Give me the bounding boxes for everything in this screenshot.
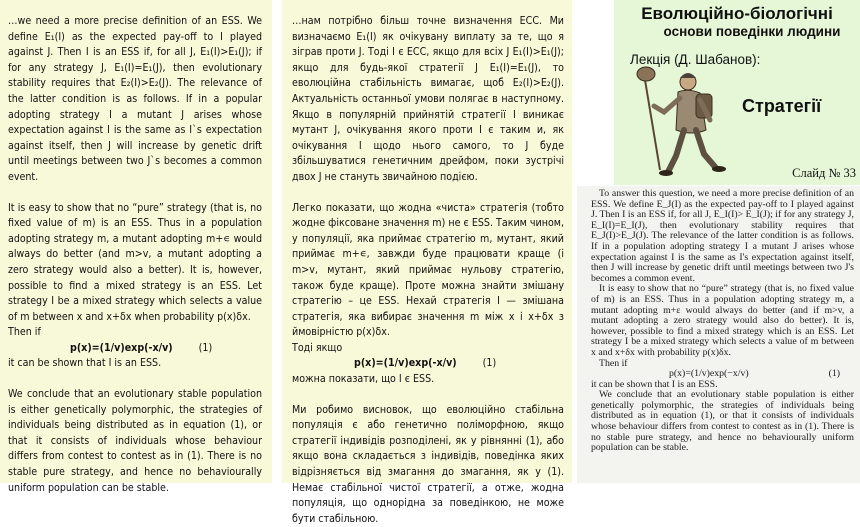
english-paragraph-conclusion: We conclude that an evolutionary stable population is either genetically polymorphic, the strategies of individuals being distributed as in equation (1), or that it consists of individuals whose behaviour differs from contest to contest as in (1). There is no stable pure strategy, and hence no behaviourally uniform population can be stable.	[8, 388, 262, 494]
ukrainian-then-if: Тоді якщо	[292, 341, 343, 354]
ukrainian-paragraph-definition: …нам потрібно більш точне визначення ЕСС. Ми визначаємо E₁(I) як очікувану виплату за те, що я зіграв проти J. Тоді I є ЕСС, якщо для всіх J E₁(I)>E₁(J); якщо для будь-якої стратегії J E₁(I)=E₁(J), то еволюційна стабільність вимагає, щоб E₂(I)>E₂(J). Актуальність останньої умови полягає в наступному. Якщо в популярній прийнятій стратегії I виникає мутант J, очікування якого проти I є таким и, як очікування I щодо нього самого, то J буде збільшуватися генетичним дрейфом, поки зустрічі двох J не стануть звичайною подією.	[292, 15, 564, 183]
scan-paragraph-conclusion: We conclude that an evolutionary stable population is either genetically polymorphic, the strategies of individuals being distributed as in equation (1), or that it consists of individuals whose behaviour differs from contest to contest as in (1). There is no stable pure strategy, and hence no behaviourally uniform population can be stable.	[591, 389, 854, 454]
scan-paragraph-definition: To answer this question, we need a more precise definition of an ESS. We define E_J(I) as the expected pay-off to I played against J. Then I is an ESS if, for all J, E_I(I)> E_I(J); if for any strategy J, E_I(I)=E_I(J), then evolutionary stability requires that E_J(I)>E_J(J). The relevance of the latter condition is as follows. If in a population adopting strategy I a mutant J arises whose expectation against I is the same as I's expectation against itself, then J will increase by genetic drift until meetings between two J's becomes a common event.	[591, 188, 854, 284]
scan-ess-result: it can be shown that I is an ESS.	[591, 378, 718, 390]
ukrainian-ess-result: можна показати, що I є ESS.	[292, 373, 435, 386]
scan-formula-text: p(x)=(1/v)exp(−x/v)	[669, 368, 749, 380]
english-paragraph-definition: …we need a more precise definition of an ESS. We define E₁(I) as the expected pay-off to I played against J. Then I is an ESS if, for all J, E₁(I)>E₁(J); if for any strategy J, E₁(I)=E₁(J), then evolutionary stability requires that E₂(I)>E₂(J). The relevance of the latter condition is as follows. If in a popular adopting strategy I a mutant J arises whose expectation against I is the same as I`s expectation against itself, then J will increase by genetic drift until meetings between two J`s becomes a common event.	[8, 15, 262, 183]
english-formula	[8, 341, 262, 357]
lecture-label: Лекція (Д. Шабанов):	[630, 52, 761, 67]
wandering-man-illustration-icon	[630, 60, 740, 180]
ukrainian-formula	[292, 356, 564, 372]
english-formula-number: (1)	[198, 341, 213, 354]
ukrainian-text-column	[282, 0, 572, 525]
slide-number: Слайд № 33	[792, 166, 856, 180]
ukrainian-paragraph-pure-strategy: Легко показати, що жодна «чиста» стратегія (тобто жодне фіксоване значення m) не є ESS. Таким чином, у популяції, яка приймає стратегію m, мутант, який приймає m+∊, завжди буде працювати краще (і m>v, мутант, який приймає нульову стратегію, також буде краще). Проте можна знайти змішану стратегію – це ESS. Нехай стратегія I — змішана стратегія, яка вибирає значення m між x і x+δx з ймовірністю p(x)δx.	[292, 201, 564, 339]
scanned-source-excerpt	[577, 186, 860, 483]
english-text-column	[0, 0, 272, 494]
scan-then-if: Then if	[599, 357, 628, 369]
course-title: Еволюційно-біологічні	[641, 4, 833, 23]
topic-title: Стратегії	[742, 96, 822, 116]
ukrainian-formula-text: p(x)=(1/v)exp(-x/v)	[354, 357, 457, 370]
course-subtitle: основи поведінки людини	[663, 24, 841, 39]
ukrainian-formula-number: (1)	[482, 357, 497, 370]
english-ess-result: it can be shown that I is an ESS.	[8, 357, 162, 370]
english-then-if: Then if	[8, 326, 41, 339]
ukrainian-paragraph-conclusion: Ми робимо висновок, що еволюційно стабільна популяція є або генетично поліморфною, якщо стратегії індивідів розподілені, як у рівнянні (1), або якщо вона складається з індивідів, поведінка яких відрізняється від змагання до змагання, як у (1). Немає стабільної чистої стратегії, а отже, жодна популяція, що однорідна за поведінкою, не може бути стабільною.	[292, 403, 564, 525]
scan-paragraph-pure-strategy: It is easy to show that no “pure” strategy (that is, no fixed value of m) is an ESS. Thus in a population adopting strategy m, a mutant adopting m+ε would always do better (and if m>v, a mutant adopting a zero strategy would also do better). It is, however, possible to find a mixed strategy which is an ESS. Let strategy I be a mixed strategy which selects a value of m between x and x+δx with probability p(x)δx.	[591, 283, 854, 358]
english-formula-text: p(x)=(1/v)exp(-x/v)	[70, 341, 173, 354]
scan-formula-number: (1)	[828, 368, 841, 380]
english-paragraph-pure-strategy: It is easy to show that no “pure” strategy (that is, no fixed value of m) is an ESS. Thus in a population adopting strategy m, a mutant adopting m+∊ would always do better (and m>v, a mutant adopting a zero strategy would also a better). It is, however, possible to find a mixed strategy is an ESS. Let strategy I be a mixed strategy which selects a value of m between x and x+δx when probability p(x)δx.	[8, 201, 262, 323]
